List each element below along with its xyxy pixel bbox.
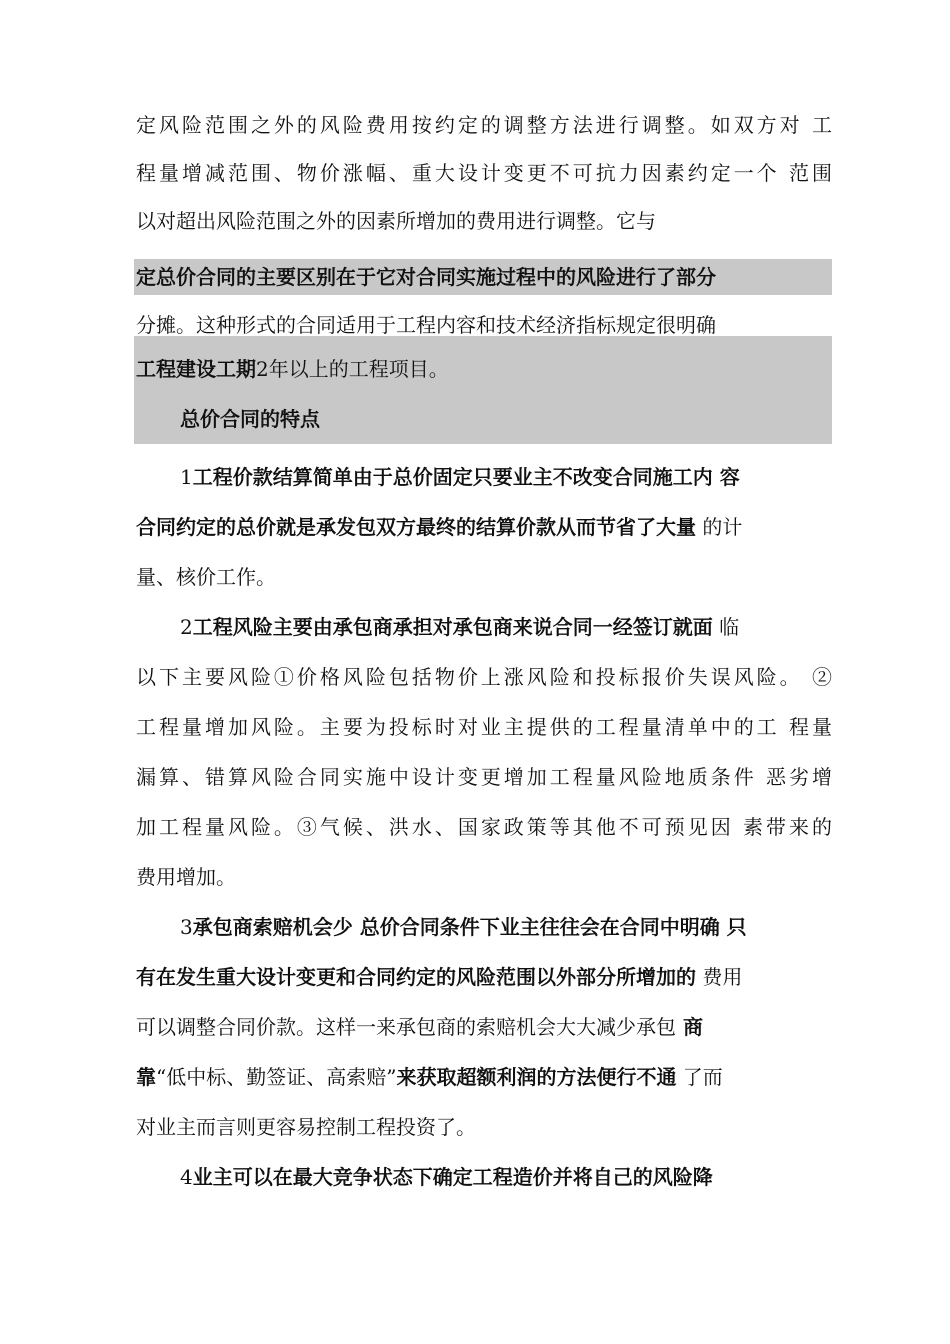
bold-phrase: 工程风险主要由承包商承担对承包商来说合同一经签订就面 [192,615,713,639]
paragraph-line [136,354,832,384]
list-item-line [136,1162,832,1192]
bold-phrase: 靠 [136,1065,156,1089]
paragraph-line: 以对超出风险范围之外的因素所增加的费用进行调整。它与 [136,209,656,233]
text-run: 可以调整合同价款。这样一来承包商的索赔机会大大减少承包 [136,1015,676,1039]
list-item-line [136,962,832,992]
paragraph-line: 定风险范围之外的风险费用按约定的调整方法进行调整。如双方对 工 [136,113,832,137]
bold-phrase: 工程价款结算简单由于总价固定只要业主不改变合同施工内 容 [192,465,740,489]
list-item-line: 加工程量风险。③气候、洪水、国家政策等其他不可预见因 素带来的 [136,815,832,839]
paragraph-line: 分摊。这种形式的合同适用于工程内容和技术经济指标规定很明确 [136,313,716,337]
bold-phrase: 工程建设工期 [136,357,256,381]
bold-phrase: 有在发生重大设计变更和合同约定的风险范围以外部分所增加的 [136,965,696,989]
item-number: 2 [180,615,193,639]
item-number: 4 [180,1165,193,1189]
bold-phrase: 合同约定的总价就是承发包双方最终的结算价款从而节省了大量 [136,515,696,539]
text-run: “低中标、勤签证、高索赔” [156,1065,397,1089]
bold-phrase: 业主可以在最大竞争状态下确定工程造价并将自己的风险降 [192,1165,713,1189]
text-run: 临 [712,615,740,639]
bold-phrase: 商 [676,1015,703,1039]
list-item-line [136,512,832,542]
list-item-line: 以下主要风险①价格风险包括物价上涨风险和投标报价失误风险。 ② [136,665,832,689]
bold-phrase: 来获取超额利润的方法便行不通 [396,1065,677,1089]
paragraph-line-bold: 定总价合同的主要区别在于它对合同实施过程中的风险进行了部分 [136,265,716,289]
section-heading: 总价合同的特点 [180,407,320,431]
list-item-line [136,912,832,942]
list-item-line: 对业主而言则更容易控制工程投资了。 [136,1115,476,1139]
item-number: 1 [180,465,193,489]
bold-phrase: 承包商索赔机会少 总价合同条件下业主往往会在合同中明确 只 [192,915,747,939]
text-run: 2年以上的工程项目。 [256,357,449,381]
text-run: 了而 [676,1065,723,1089]
list-item-line: 量、核价工作。 [136,565,276,589]
text-run: 费用 [696,965,743,989]
list-item-line [136,1012,832,1042]
list-item-line: 费用增加。 [136,865,236,889]
list-item-line: 漏算、错算风险合同实施中设计变更增加工程量风险地质条件 恶劣增 [136,765,832,789]
text-run: 的计 [696,515,743,539]
item-number: 3 [180,915,193,939]
list-item-line: 工程量增加风险。主要为投标时对业主提供的工程量清单中的工 程量 [136,715,832,739]
list-item-line [136,612,832,642]
list-item-line [136,462,832,492]
paragraph-line: 程量增减范围、物价涨幅、重大设计变更不可抗力因素约定一个 范围 [136,161,832,185]
list-item-line [136,1062,832,1092]
